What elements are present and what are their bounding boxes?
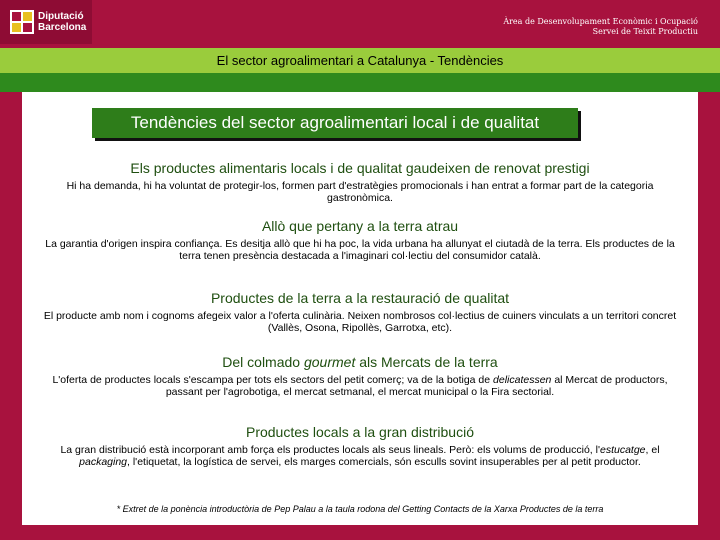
body-part: L'oferta de productes locals s'escampa per tots els sectors del petit comerç; va de la botiga de xyxy=(52,374,494,386)
body-part: La gran distribució està incorporant amb força els productes locals als seus lineals. Però: els volums de producció, l' xyxy=(60,444,600,456)
section-heading: Allò que pertany a la terra atrau xyxy=(261,218,459,234)
section-prestige xyxy=(22,160,698,204)
section-distribution xyxy=(22,424,698,468)
section-body xyxy=(22,374,698,398)
footnote: * Extret de la ponència introductòria de Pep Palau a la taula rodona del Getting Contacts de la Xarxa Productes de la terra xyxy=(116,504,604,514)
logo-line1: Diputació xyxy=(38,11,84,22)
logo xyxy=(0,0,92,44)
body-part: , el xyxy=(645,444,660,456)
section-retail xyxy=(22,354,698,398)
section-body: El producte amb nom i cognoms afegeix valor a l'oferta culinària. Neixen nombrosos col·lectius de cuiners vinculats a un territori concret (Vallès, Osona, Ripollès, Garrotxa, etc). xyxy=(43,310,677,334)
section-heading: Els productes alimentaris locals i de qualitat gaudeixen de renovat prestigi xyxy=(130,160,590,176)
logo-line2: Barcelona xyxy=(38,22,87,33)
header-department xyxy=(503,17,698,37)
body-emphasis: estucatge xyxy=(599,444,646,456)
header-line2: Servei de Teixit Productiu xyxy=(592,27,698,36)
top-title: El sector agroalimentari a Catalunya - Tendències xyxy=(216,53,504,68)
content-panel xyxy=(22,92,698,525)
section-body xyxy=(22,444,698,468)
coat-of-arms-icon xyxy=(10,10,34,34)
header-line1: Àrea de Desenvolupament Econòmic i Ocupació xyxy=(503,17,698,26)
section-land xyxy=(22,218,698,262)
heading-part: als Mercats de la terra xyxy=(355,354,498,370)
main-title: Tendències del sector agroalimentari local i de qualitat xyxy=(92,108,578,138)
logo-text xyxy=(38,11,86,33)
body-emphasis: packaging xyxy=(79,456,128,468)
section-restaurants xyxy=(22,290,698,334)
body-emphasis: delicatessen xyxy=(493,374,552,386)
section-heading: Productes locals a la gran distribució xyxy=(245,424,474,440)
top-title-bar xyxy=(0,48,720,73)
section-body: La garantia d'origen inspira confiança. Es desitja allò que hi ha poc, la vida urbana ha allunyat el ciutadà de la terra. Els productes de la terra tenen presència destacada a l'imaginari col·lectiu del consumidor català. xyxy=(45,238,675,262)
body-part: , l'etiquetat, la logística de servei, els marges comercials, són esculls sovint insuperables per al petit productor. xyxy=(127,456,641,468)
heading-emphasis: gourmet xyxy=(303,354,356,370)
section-heading xyxy=(22,354,698,371)
section-heading: Productes de la terra a la restauració de qualitat xyxy=(210,290,510,306)
heading-part: Del colmado xyxy=(222,354,304,370)
body-part: al Mercat de productors, passant per l'agrobotiga, el mercat setmanal, el mercat municipal o la Fira sectorial. xyxy=(165,374,668,398)
section-body: Hi ha demanda, hi ha voluntat de protegir-los, formen part d'estratègies promocionals i han entrat a formar part de la categoria gastronòmica. xyxy=(66,180,654,204)
